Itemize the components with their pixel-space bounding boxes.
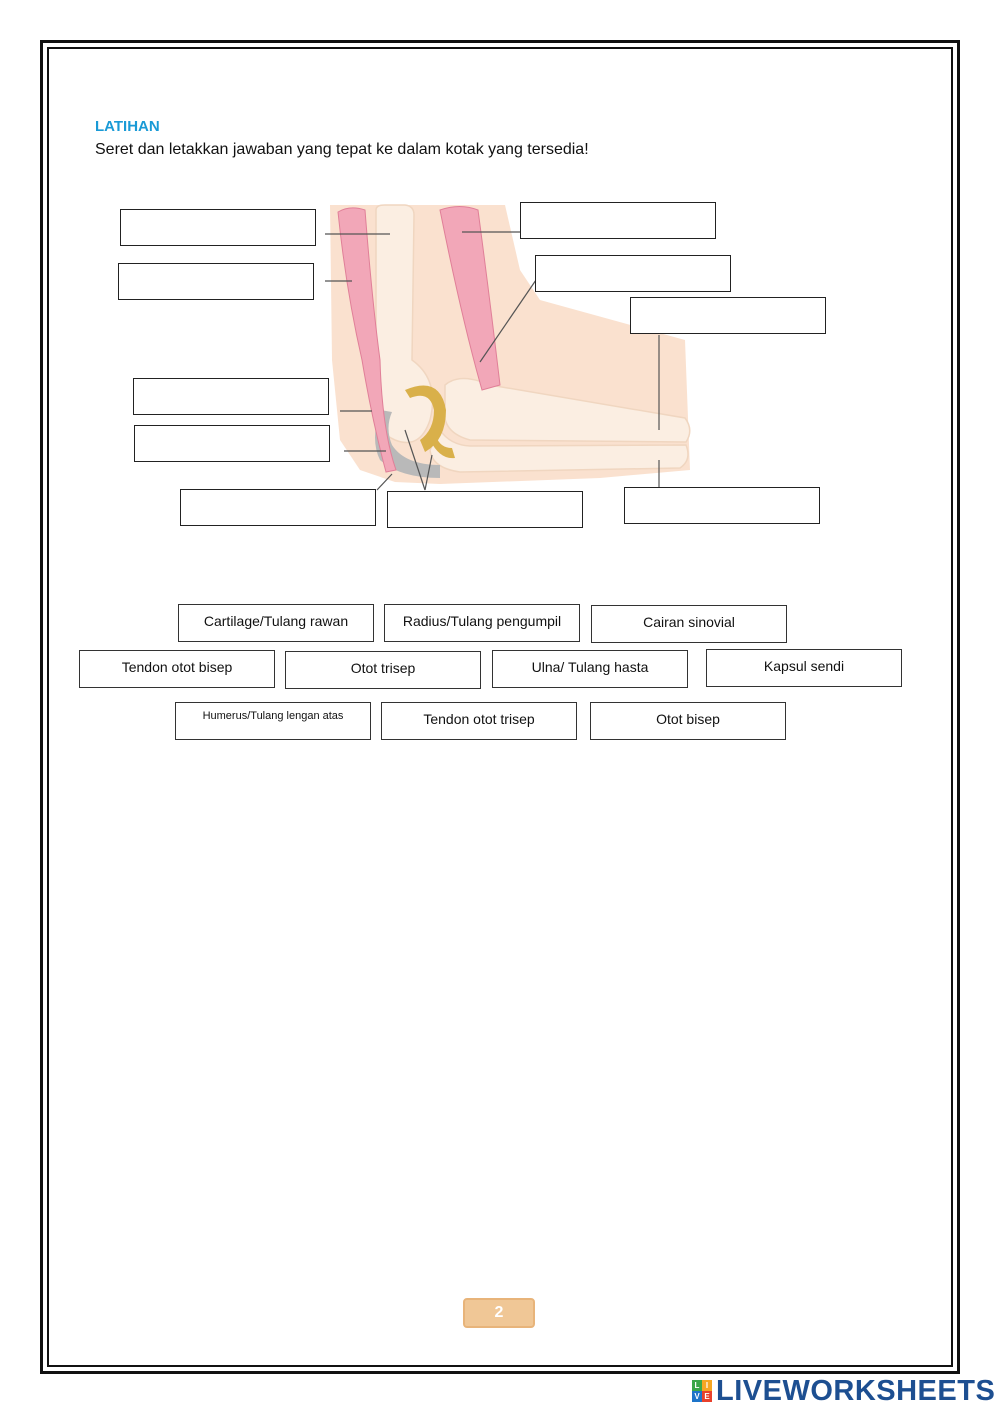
- drop-box-biceps-muscle[interactable]: [520, 202, 716, 239]
- worksheet-instruction: Seret dan letakkan jawaban yang tepat ke dalam kotak yang tersedia!: [95, 141, 589, 158]
- chip-label: Otot trisep: [350, 660, 416, 676]
- drop-box-ulna[interactable]: [630, 297, 826, 334]
- drop-box-joint-capsule[interactable]: [180, 489, 376, 526]
- drop-box-synovial-fluid[interactable]: [134, 425, 330, 462]
- chip-label: Cairan sinovial: [643, 614, 735, 630]
- answer-chip-ulna[interactable]: [492, 650, 688, 688]
- chip-label: Tendon otot bisep: [121, 659, 233, 675]
- logo-letter: E: [702, 1391, 712, 1402]
- answer-chip-triceps-tendon[interactable]: [381, 702, 577, 740]
- drop-box-biceps-tendon[interactable]: [535, 255, 731, 292]
- answer-chip-synovial-fluid[interactable]: [591, 605, 787, 643]
- logo-letter: I: [702, 1380, 712, 1391]
- answer-chip-radius[interactable]: [384, 604, 580, 642]
- liveworksheets-logo-icon: [692, 1380, 712, 1402]
- worksheet-title: LATIHAN: [95, 118, 160, 135]
- drop-box-radius[interactable]: [624, 487, 820, 524]
- chip-label: Cartilage/Tulang rawan: [203, 613, 349, 629]
- answer-chip-biceps-tendon[interactable]: [79, 650, 275, 688]
- logo-letter: L: [692, 1380, 702, 1391]
- drop-box-cartilage[interactable]: [133, 378, 329, 415]
- chip-label: Kapsul sendi: [763, 658, 845, 674]
- answer-chip-cartilage[interactable]: [178, 604, 374, 642]
- chip-label: Otot bisep: [656, 711, 720, 727]
- chip-label: Humerus/Tulang lengan atas: [202, 710, 344, 722]
- chip-label: Tendon otot trisep: [423, 711, 535, 727]
- drop-box-humerus[interactable]: [120, 209, 316, 246]
- answer-chip-humerus[interactable]: [175, 702, 371, 740]
- liveworksheets-wordmark: LIVEWORKSHEETS: [716, 1374, 996, 1407]
- answer-chip-biceps-muscle[interactable]: [590, 702, 786, 740]
- drop-box-triceps-tendon[interactable]: [387, 491, 583, 528]
- logo-letter: V: [692, 1391, 702, 1402]
- drop-box-triceps-muscle[interactable]: [118, 263, 314, 300]
- answer-chip-triceps-muscle[interactable]: [285, 651, 481, 689]
- page-number-badge: 2: [463, 1298, 535, 1328]
- chip-label: Radius/Tulang pengumpil: [402, 613, 562, 629]
- chip-label: Ulna/ Tulang hasta: [531, 659, 649, 675]
- answer-chip-joint-capsule[interactable]: [706, 649, 902, 687]
- liveworksheets-brand[interactable]: [692, 1374, 995, 1408]
